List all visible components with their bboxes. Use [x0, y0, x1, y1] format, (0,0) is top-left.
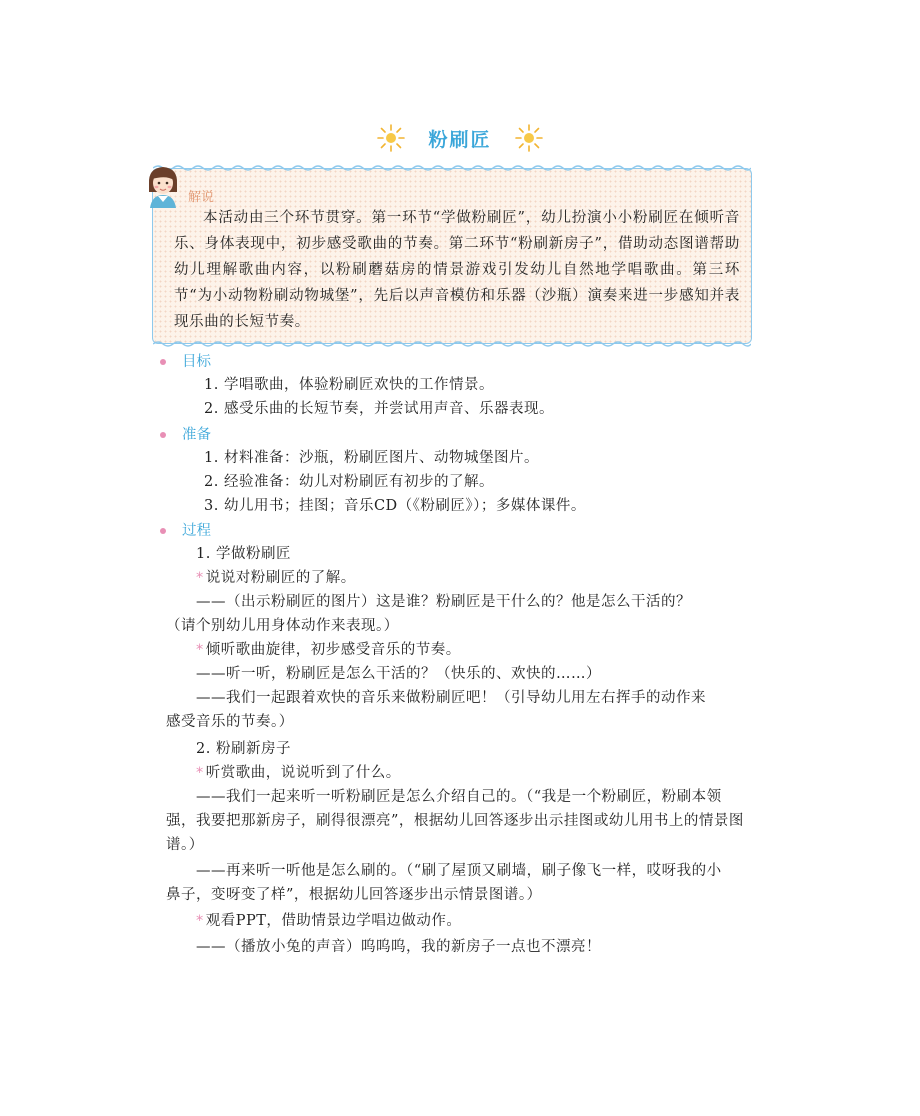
star-item-text: 说说对粉刷匠的了解。: [205, 570, 356, 586]
dialogue-line: 鼻子，变呀变了样”，根据幼儿回答逐步出示情景图谱。）: [166, 887, 542, 903]
section-title: 准备: [182, 427, 211, 443]
star-item: [196, 761, 401, 785]
star-item: [196, 566, 356, 590]
section-heading-prep: [160, 423, 211, 444]
bullet-dot-icon: [160, 528, 166, 534]
dialogue-line: ——我们一起跟着欢快的音乐来做粉刷匠吧！（引导幼儿用左右挥手的动作来: [196, 690, 706, 706]
wave-border-bottom: [153, 340, 751, 348]
dialogue-line: 强，我要把那新房子，刷得很漂亮”，根据幼儿回答逐步出示挂图或幼儿用书上的情景图: [166, 813, 744, 829]
dialogue-line: ——再来听一听他是怎么刷的。（“刷了屋顶又刷墙，刷子像飞一样，哎呀我的小: [196, 863, 722, 879]
sun-icon: [515, 124, 543, 152]
prep-item: 2. 经验准备：幼儿对粉刷匠有初步的了解。: [204, 474, 494, 490]
dialogue-line: ——（播放小兔的声音）呜呜呜，我的新房子一点也不漂亮！: [196, 939, 601, 955]
title-row: [0, 124, 920, 152]
section-title: 目标: [182, 354, 211, 370]
dialogue-line: 谱。）: [166, 837, 204, 853]
intro-label: 解说: [188, 190, 215, 205]
star-bullet-icon: *: [196, 913, 204, 929]
dialogue-line: 感受音乐的节奏。）: [166, 714, 294, 730]
prep-item: 3. 幼儿用书；挂图；音乐CD（《粉刷匠》）；多媒体课件。: [204, 498, 586, 514]
section-heading-process: [160, 519, 211, 540]
star-item: [196, 909, 461, 933]
star-bullet-icon: *: [196, 765, 204, 781]
star-item-text: 倾听歌曲旋律，初步感受音乐的节奏。: [205, 642, 461, 658]
goal-item: 2. 感受乐曲的长短节奏，并尝试用声音、乐器表现。: [204, 401, 554, 417]
star-bullet-icon: *: [196, 642, 204, 658]
goal-item: 1. 学唱歌曲，体验粉刷匠欢快的工作情景。: [204, 377, 494, 393]
page-title: 粉刷匠: [428, 128, 492, 151]
star-item-text: 听赏歌曲，说说听到了什么。: [205, 765, 401, 781]
star-bullet-icon: *: [196, 570, 204, 586]
dialogue-line: ——（出示粉刷匠的图片）这是谁？粉刷匠是干什么的？他是怎么干活的？: [196, 594, 691, 610]
star-item: [196, 638, 461, 662]
dialogue-line: ——听一听，粉刷匠是怎么干活的？（快乐的、欢快的……）: [196, 666, 601, 682]
star-item-text: 观看PPT，借助情景边学唱边做动作。: [205, 913, 462, 929]
intro-text: 本活动由三个环节贯穿。第一环节“学做粉刷匠”，幼儿扮演小小粉刷匠在倾听音乐、身体表现中，初步感受歌曲的节奏。第二环节“粉刷新房子”，借助动态图谱帮助幼儿理解歌曲内容，以粉刷蘑菇房的情景游戏引发幼儿自然地学唱歌曲。第三环节“为小动物粉刷动物城堡”，先后以声音模仿和乐器（沙瓶）演奏来进一步感知并表现乐曲的长短节奏。: [174, 210, 740, 330]
sun-icon: [377, 124, 405, 152]
wave-border-top: [153, 164, 751, 172]
step-title: 2. 粉刷新房子: [196, 741, 291, 757]
section-title: 过程: [182, 523, 211, 539]
bullet-dot-icon: [160, 359, 166, 365]
section-heading-goals: [160, 350, 211, 371]
step-title: 1. 学做粉刷匠: [196, 546, 291, 562]
dialogue-line: （请个别幼儿用身体动作来表现。）: [166, 618, 399, 634]
prep-item: 1. 材料准备：沙瓶，粉刷匠图片、动物城堡图片。: [204, 450, 539, 466]
bullet-dot-icon: [160, 432, 166, 438]
dialogue-line: ——我们一起来听一听粉刷匠是怎么介绍自己的。（“我是一个粉刷匠，粉刷本领: [196, 789, 722, 805]
teacher-avatar-icon: [140, 162, 186, 208]
